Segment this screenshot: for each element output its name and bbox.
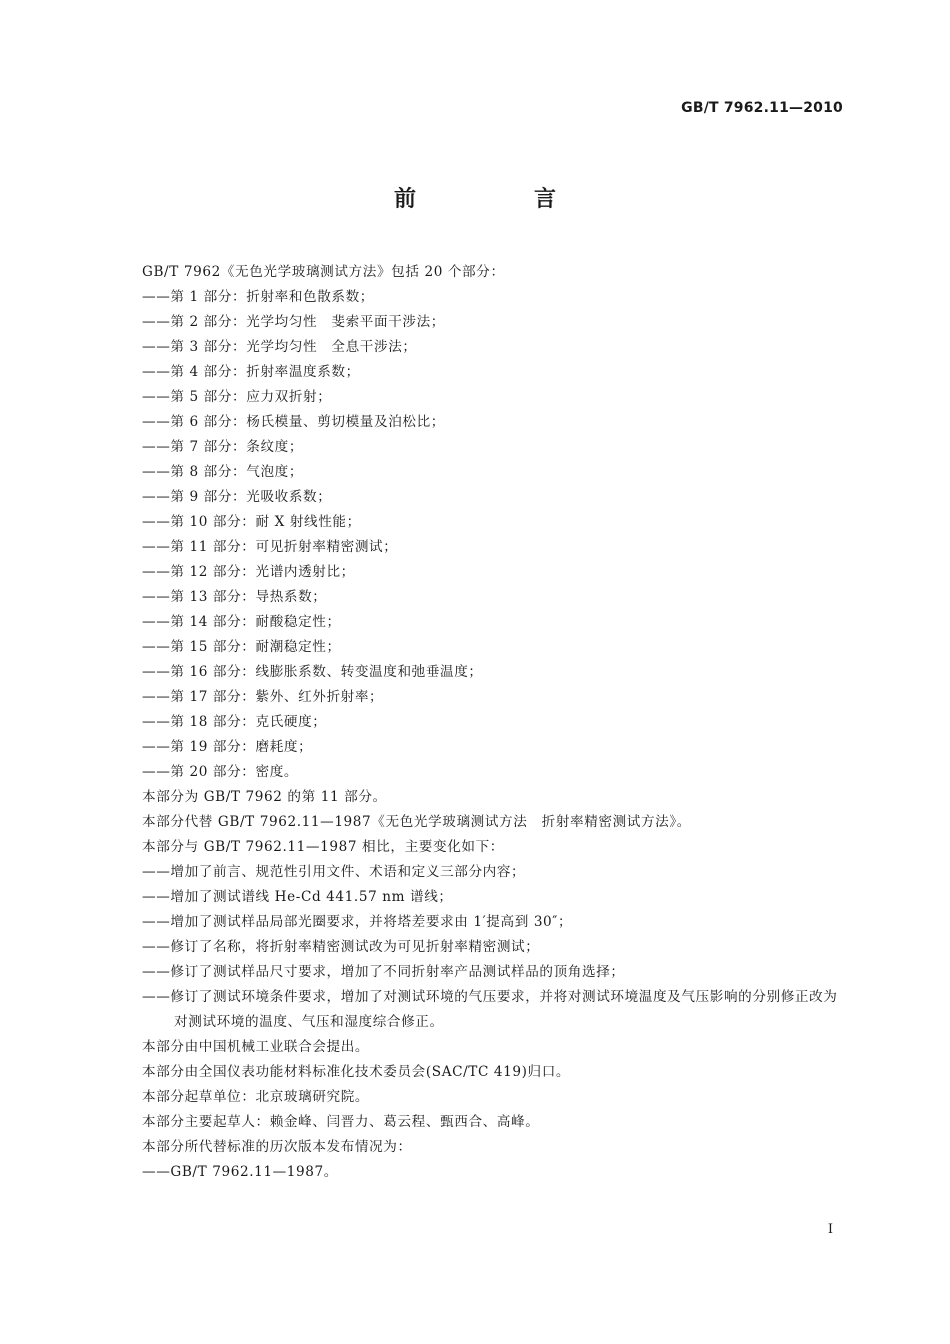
- change-item: ——增加了测试样品局部光圈要求，并将塔差要求由 1′提高到 30″；: [142, 914, 573, 930]
- drafters: 本部分主要起草人：赖金峰、闫晋力、葛云程、甄西合、高峰。: [142, 1114, 540, 1130]
- change-item: ——修订了名称，将折射率精密测试改为可见折射率精密测试；: [142, 939, 540, 955]
- part-item: ——第 19 部分：磨耗度；: [142, 739, 313, 755]
- part-item: ——第 1 部分：折射率和色散系数；: [142, 289, 374, 305]
- part-item: ——第 2 部分：光学均匀性 斐索平面干涉法；: [142, 314, 445, 330]
- statement-part: 本部分为 GB/T 7962 的第 11 部分。: [142, 789, 387, 805]
- part-item: ——第 13 部分：导热系数；: [142, 589, 327, 605]
- changes-intro: 本部分与 GB/T 7962.11—1987 相比，主要变化如下：: [142, 839, 504, 855]
- part-item: ——第 20 部分：密度。: [142, 764, 299, 780]
- history-intro: 本部分所代替标准的历次版本发布情况为：: [142, 1139, 412, 1155]
- part-item: ——第 8 部分：气泡度；: [142, 464, 304, 480]
- part-item: ——第 17 部分：紫外、红外折射率；: [142, 689, 384, 705]
- change-item: ——修订了测试样品尺寸要求，增加了不同折射率产品测试样品的顶角选择；: [142, 964, 625, 980]
- change-item: ——增加了测试谱线 He-Cd 441.57 nm 谱线；: [142, 889, 453, 905]
- proposer-statement: 本部分由中国机械工业联合会提出。: [142, 1039, 370, 1055]
- part-item: ——第 6 部分：杨氏模量、剪切模量及泊松比；: [142, 414, 445, 430]
- drafting-unit: 本部分起草单位：北京玻璃研究院。: [142, 1089, 370, 1105]
- part-item: ——第 7 部分：条纹度；: [142, 439, 304, 455]
- part-item: ——第 15 部分：耐潮稳定性；: [142, 639, 341, 655]
- part-item: ——第 11 部分：可见折射率精密测试；: [142, 539, 398, 555]
- part-item: ——第 10 部分：耐 X 射线性能；: [142, 514, 361, 530]
- statement-replace: 本部分代替 GB/T 7962.11—1987《无色光学玻璃测试方法 折射率精密测试方法》。: [142, 814, 691, 830]
- page-number: I: [827, 1222, 833, 1237]
- part-item: ——第 12 部分：光谱内透射比；: [142, 564, 355, 580]
- intro-line: GB/T 7962《无色光学玻璃测试方法》包括 20 个部分：: [142, 264, 505, 280]
- part-item: ——第 3 部分：光学均匀性 全息干涉法；: [142, 339, 417, 355]
- part-item: ——第 16 部分：线膨胀系数、转变温度和弛垂温度；: [142, 664, 483, 680]
- part-item: ——第 9 部分：光吸收系数；: [142, 489, 332, 505]
- part-item: ——第 4 部分：折射率温度系数；: [142, 364, 360, 380]
- standard-code: GB/T 7962.11—2010: [681, 100, 843, 116]
- page-title: 前 言: [393, 187, 604, 212]
- change-item: ——修订了测试环境条件要求，增加了对测试环境的气压要求，并将对测试环境温度及气压影响的分别修正改为对测试环境的温度、气压和湿度综合修正。: [142, 989, 838, 1030]
- part-item: ——第 14 部分：耐酸稳定性；: [142, 614, 341, 630]
- change-item: ——增加了前言、规范性引用文件、术语和定义三部分内容；: [142, 864, 526, 880]
- foreword-body: [142, 260, 848, 1185]
- part-item: ——第 18 部分：克氏硬度；: [142, 714, 327, 730]
- centralized-statement: 本部分由全国仪表功能材料标准化技术委员会(SAC/TC 419)归口。: [142, 1064, 571, 1080]
- history-item: ——GB/T 7962.11—1987。: [142, 1164, 338, 1180]
- part-item: ——第 5 部分：应力双折射；: [142, 389, 332, 405]
